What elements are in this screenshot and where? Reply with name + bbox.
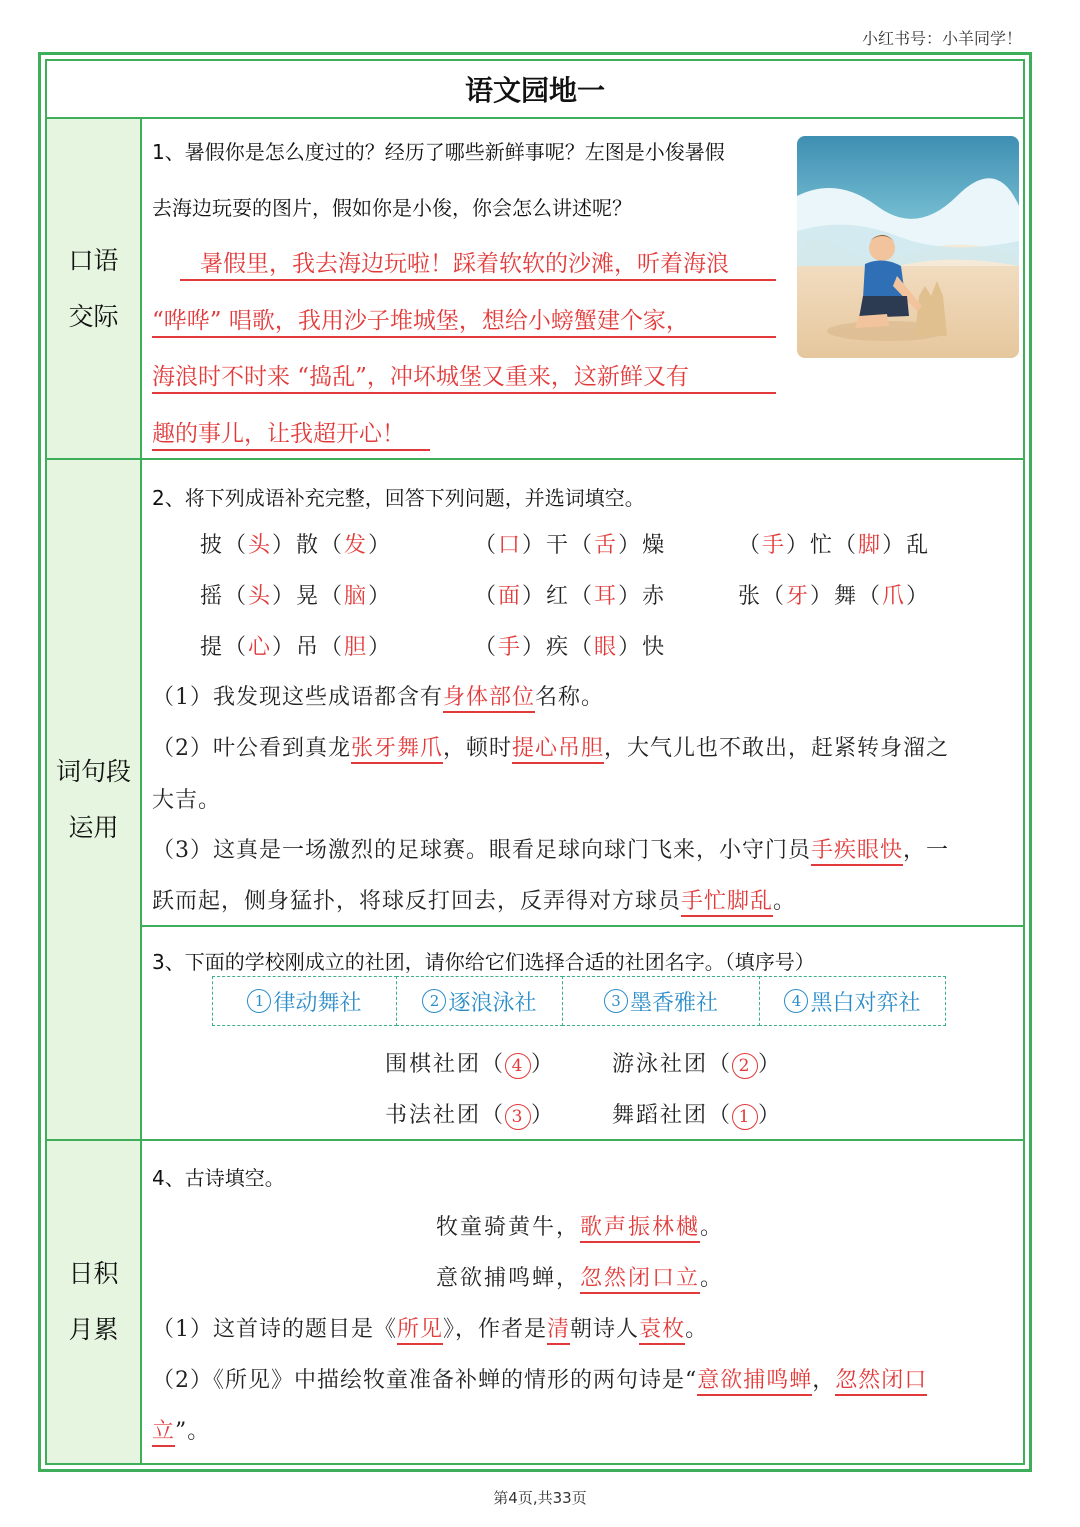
section-label-oral: [47, 119, 142, 458]
q1-answer-line: 海浪时不时来 “捣乱”，冲坏城堡又重来，这新鲜又有: [152, 364, 689, 390]
q4-sub2: （2）《所见》中描绘牧童准备补蝉的情形的两句诗是“意欲捕鸣蝉，忽然闭口: [152, 1363, 927, 1394]
divider: [47, 458, 1023, 460]
q1-prompt: 1、暑假你是怎么度过的？经历了哪些新鲜事呢？左图是小俊暑假: [152, 140, 725, 164]
club-answer: 书法社团（ 3 ）: [385, 1103, 556, 1128]
divider: [142, 925, 1023, 927]
idiom-item: （面）红（耳）赤: [474, 584, 667, 609]
poem-line: 牧童骑黄牛，歌声振林樾。: [436, 1210, 724, 1241]
section-label-words: [47, 460, 142, 1139]
q1-answer-line: “哗哗” 唱歌，我用沙子堆城堡，想给小螃蟹建个家，: [152, 308, 689, 334]
idiom-item: 披（头）散（发）: [200, 533, 393, 558]
section-label-line: 月累: [68, 1315, 119, 1344]
idiom-item: 摇（头）晃（脑）: [200, 584, 393, 609]
club-answer: 围棋社团（ 4 ）: [385, 1052, 556, 1077]
header-note: 小红书号：小羊同学！: [861, 29, 1022, 48]
section-label-line: 运用: [68, 812, 119, 842]
idiom-item: （手）疾（眼）快: [474, 635, 667, 660]
q1-answer-line: 趣的事儿，让我超开心！: [152, 421, 405, 447]
q1-prompt: 去海边玩耍的图片，假如你是小俊，你会怎么讲述呢？: [152, 196, 632, 220]
section-label-line: 日积: [68, 1259, 119, 1288]
answer-underline: [152, 392, 776, 394]
club-option: 1 律动舞社: [212, 976, 397, 1026]
section-label-line: 口语: [68, 245, 119, 275]
q4-sub1: （1）这首诗的题目是《所见》，作者是清朝诗人袁枚。: [152, 1312, 708, 1343]
club-option: 4 黑白对弈社: [759, 976, 946, 1026]
idiom-item: （手）忙（脚）乱: [738, 533, 931, 558]
idiom-item: 提（心）吊（胆）: [200, 635, 393, 660]
answer-underline: [180, 279, 776, 281]
q2-sub2-cont: 大吉。: [152, 788, 222, 813]
q2-sub3: （3）这真是一场激烈的足球赛。眼看足球向球门飞来，小守门员手疾眼快，一: [152, 833, 949, 864]
club-option: 3 墨香雅社: [562, 976, 760, 1026]
q4-sub2-cont: 立”。: [152, 1414, 210, 1445]
club-option: 2 逐浪泳社: [396, 976, 563, 1026]
club-answer: 舞蹈社团（ 1 ）: [612, 1103, 783, 1128]
page-footer: 第4页,共33页: [493, 1489, 587, 1507]
q2-prompt: 2、将下列成语补充完整，回答下列问题，并选词填空。: [152, 486, 645, 510]
q2-sub2: （2）叶公看到真龙张牙舞爪，顿时提心吊胆，大气儿也不敢出，赶紧转身溜之: [152, 731, 949, 762]
page-title: 语文园地一: [47, 61, 1023, 119]
answer-underline: [152, 336, 776, 338]
q2-sub1: （1）我发现这些成语都含有身体部位名称。: [152, 680, 604, 711]
section-label-accumulate: [47, 1141, 142, 1463]
q2-sub3-cont: 跃而起，侧身猛扑，将球反打回去，反弄得对方球员手忙脚乱。: [152, 884, 796, 915]
divider: [47, 1139, 1023, 1141]
idiom-item: 张（牙）舞（爪）: [738, 584, 931, 609]
idiom-item: （口）干（舌）燥: [474, 533, 667, 558]
poem-line: 意欲捕鸣蝉，忽然闭口立。: [436, 1261, 724, 1292]
beach-boy-sandcastle-image: [797, 136, 1019, 358]
club-answer: 游泳社团（ 2 ）: [612, 1052, 783, 1077]
section-label-line: 词句段: [55, 756, 131, 786]
section-label-line: 交际: [68, 301, 119, 331]
answer-underline: [152, 449, 430, 451]
q1-answer-line: 暑假里，我去海边玩啦！踩着软软的沙滩，听着海浪: [200, 251, 729, 277]
q4-prompt: 4、古诗填空。: [152, 1166, 285, 1190]
q3-prompt: 3、下面的学校刚成立的社团，请你给它们选择合适的社团名字。（填序号）: [152, 950, 815, 974]
